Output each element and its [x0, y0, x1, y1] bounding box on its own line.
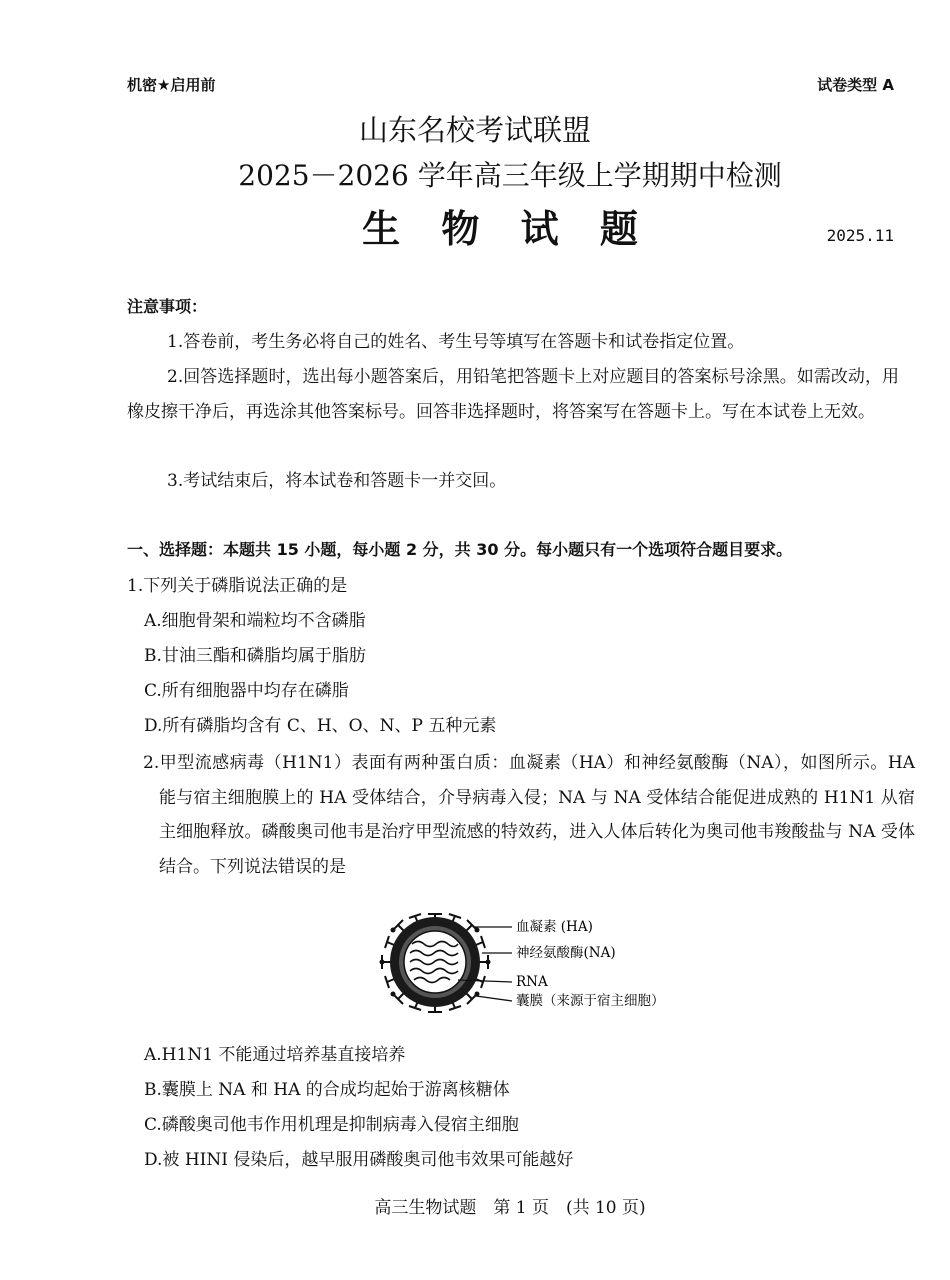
notes-item-3: 3.考试结束后，将本试卷和答题卡一并交回。 [167, 471, 507, 491]
q2-stem: 2.甲型流感病毒（H1N1）表面有两种蛋白质：血凝素（HA）和神经氨酸酶（NA），如图所示。HA 能与宿主细胞膜上的 HA 受体结合，介导病毒入侵；NA 与 NA 受体结合能促进成熟的 H1N1 从宿主细胞释放。磷酸奥司他韦是治疗甲型流感的特效药，进入人体后转化为奥司他韦羧酸盐与 NA 受体结合。下列说法错误的是 [143, 753, 915, 877]
exam-date: 2025.11 [826, 226, 894, 245]
paper-type: 试卷类型 A [817, 76, 894, 94]
q1-option-c: C.所有细胞器中均存在磷脂 [144, 681, 349, 701]
label-rna: RNA [516, 974, 548, 990]
q1-option-b: B.甘油三酯和磷脂均属于脂肪 [144, 646, 366, 666]
section-heading: 一、选择题：本题共 15 小题，每小题 2 分，共 30 分。每小题只有一个选项符合题目要求。 [127, 540, 793, 559]
confidential-mark: 机密★启用前 [127, 76, 216, 94]
q2-option-a: A.H1N1 不能通过培养基直接培养 [144, 1045, 406, 1065]
exam-alliance-title: 山东名校考试联盟 [358, 113, 591, 147]
exam-term-title: 2025－2026 学年高三年级上学期期中检测 [238, 159, 782, 192]
notes-heading: 注意事项： [127, 297, 208, 316]
q1-stem: 1.下列关于磷脂说法正确的是 [127, 576, 348, 596]
label-na: 神经氨酸酶(NA) [516, 945, 616, 961]
subject-title: 生 物 试 题 [362, 207, 652, 251]
label-ha: 血凝素 (HA) [516, 919, 593, 935]
label-envelope: 囊膜（来源于宿主细胞） [516, 993, 665, 1009]
notes-item-1: 1.答卷前，考生务必将自己的姓名、考生号等填写在答题卡和试卷指定位置。 [167, 332, 745, 352]
q2-option-b: B.囊膜上 NA 和 HA 的合成均起始于游离核糖体 [144, 1080, 510, 1100]
page-footer: 高三生物试题 第 1 页 (共 10 页) [374, 1198, 646, 1218]
q1-option-a: A.细胞骨架和端粒均不含磷脂 [144, 611, 366, 631]
notes-item-2: 2.回答选择题时，选出每小题答案后，用铅笔把答题卡上对应题目的答案标号涂黑。如需改动，用橡皮擦干净后，再选涂其他答案标号。回答非选择题时，将答案写在答题卡上。写在本试卷上无效。 [127, 367, 899, 422]
q2-option-d: D.被 HINI 侵染后，越早服用磷酸奥司他韦效果可能越好 [144, 1150, 574, 1170]
virus-diagram [370, 900, 690, 1030]
q1-option-d: D.所有磷脂均含有 C、H、O、N、P 五种元素 [144, 716, 497, 736]
q2-option-c: C.磷酸奥司他韦作用机理是抑制病毒入侵宿主细胞 [144, 1115, 519, 1135]
